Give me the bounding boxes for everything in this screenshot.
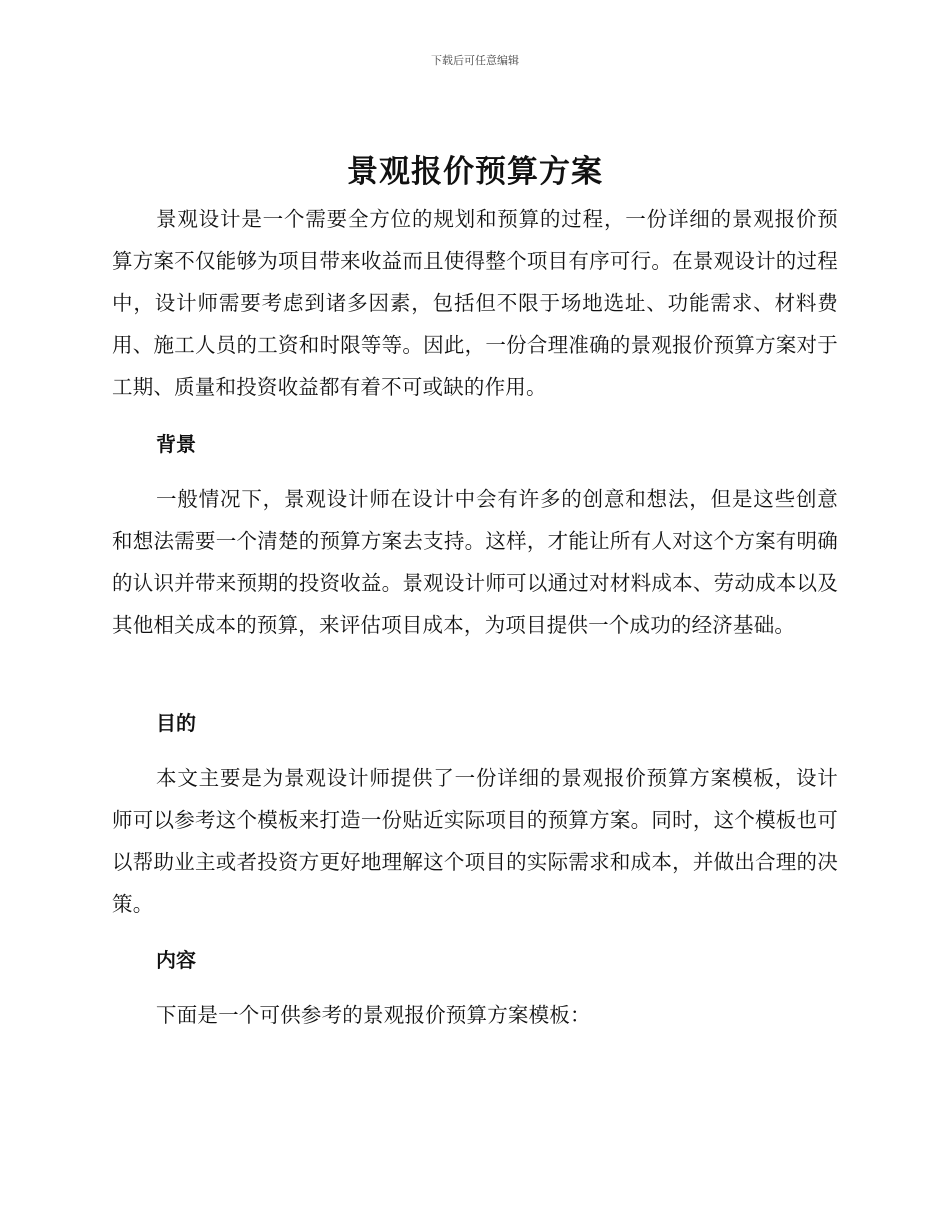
page-header-note: 下载后可任意编辑 (431, 54, 519, 67)
section-heading-purpose: 目的 (156, 711, 196, 735)
section-content (112, 945, 838, 975)
intro-block (112, 198, 838, 408)
background-paragraph: 一般情况下，景观设计师在设计中会有许多的创意和想法，但是这些创意和想法需要一个清楚的预算方案去支持。这样，才能让所有人对这个方案有明确的认识并带来预期的投资收益。景观设计师可以通过对材料成本、劳动成本以及其他相关成本的预算，来评估项目成本，为项目提供一个成功的经济基础。 (112, 487, 838, 637)
intro-paragraph: 景观设计是一个需要全方位的规划和预算的过程，一份详细的景观报价预算方案不仅能够为项目带来收益而且使得整个项目有序可行。在景观设计的过程中，设计师需要考虑到诸多因素，包括但不限于场地选址、功能需求、材料费用、施工人员的工资和时限等等。因此，一份合理准确的景观报价预算方案对于工期、质量和投资收益都有着不可或缺的作用。 (112, 207, 838, 399)
section-background (112, 429, 838, 459)
section-background-body (112, 478, 838, 646)
purpose-paragraph: 本文主要是为景观设计师提供了一份详细的景观报价预算方案模板，设计师可以参考这个模板来打造一份贴近实际项目的预算方案。同时，这个模板也可以帮助业主或者投资方更好地理解这个项目的实际需求和成本，并做出合理的决策。 (112, 766, 838, 916)
content-paragraph: 下面是一个可供参考的景观报价预算方案模板： (156, 1003, 591, 1027)
section-heading-content: 内容 (156, 948, 196, 972)
section-purpose (112, 708, 838, 738)
section-heading-background: 背景 (156, 432, 196, 456)
section-purpose-body (112, 757, 838, 925)
section-content-body (112, 994, 838, 1036)
document-title: 景观报价预算方案 (347, 154, 603, 190)
